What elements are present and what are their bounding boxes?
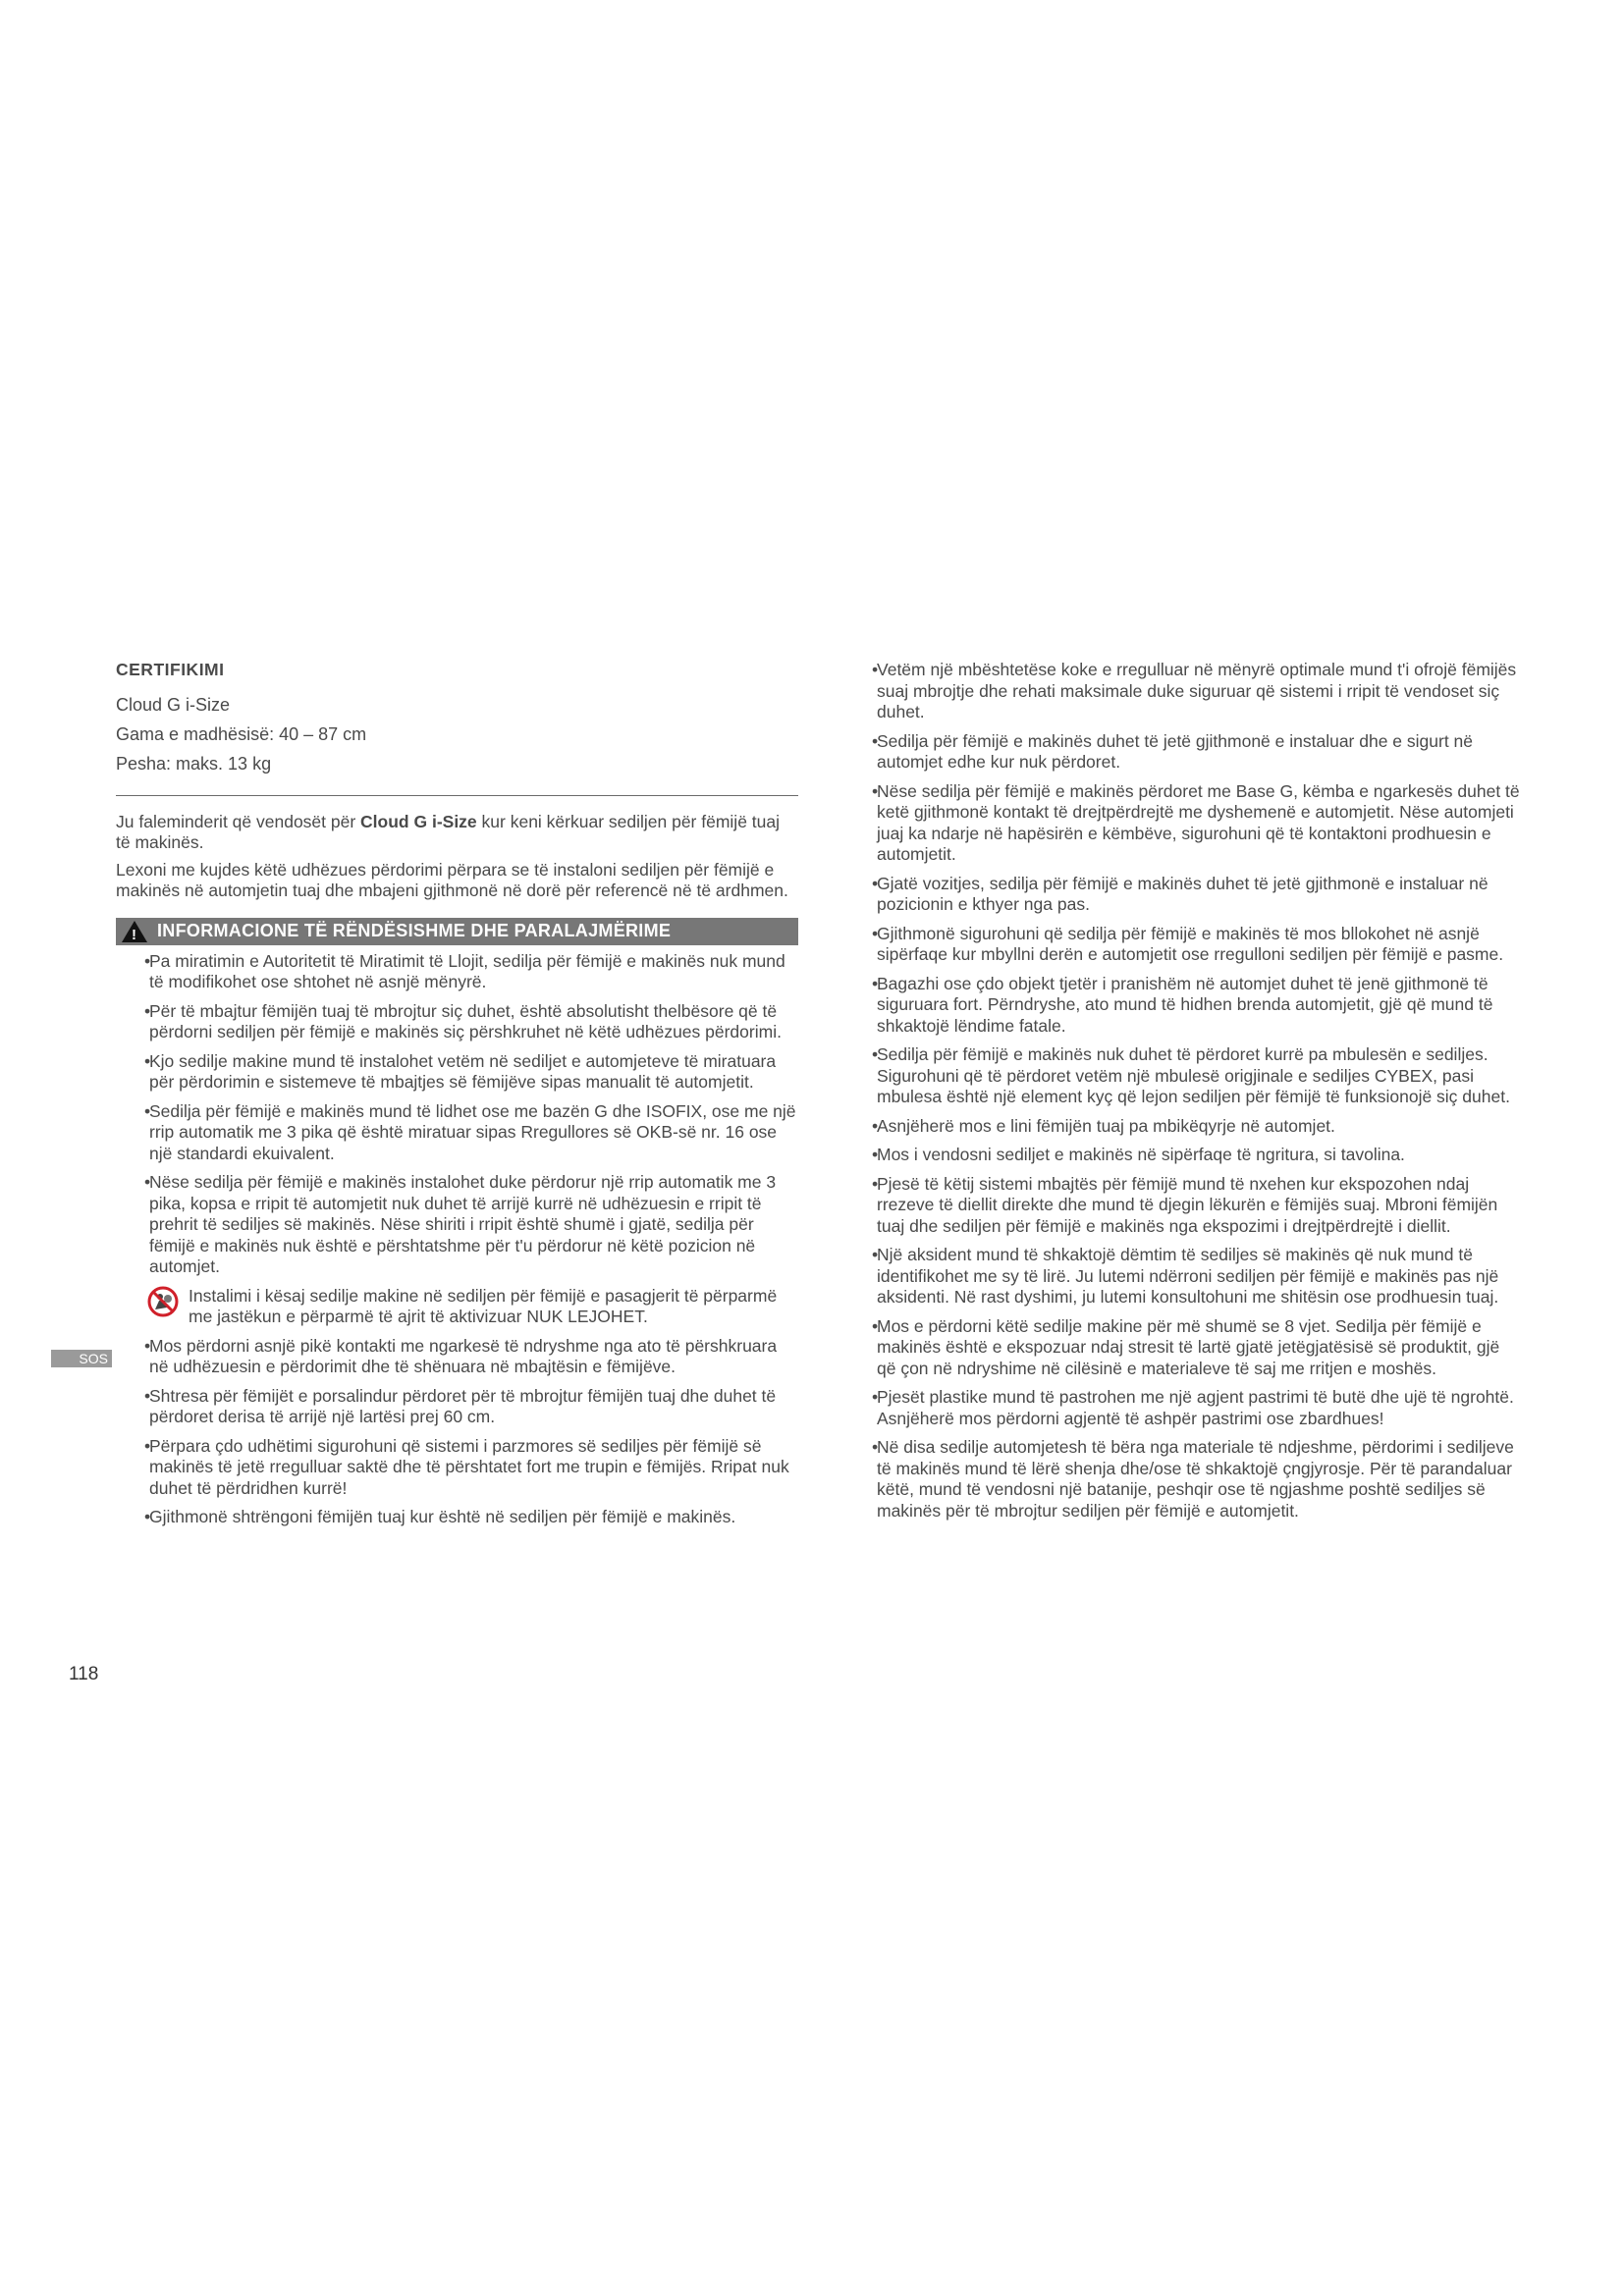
divider bbox=[116, 795, 798, 796]
read-manual-paragraph: Lexoni me kujdes këtë udhëzues përdorimi përpara se të instaloni sediljen për fëmijë e makinës në automjetin tuaj dhe mbajeni gjithmonë në dorë për referencë në të ardhmen. bbox=[116, 859, 788, 900]
warning-triangle-icon: ! bbox=[122, 921, 147, 942]
no-airbag-icon bbox=[147, 1286, 179, 1317]
list-item: • Mos përdorni asnjë pikë kontakti me ngarkesë të ndryshme nga ato të përshkruara në udhëzuesin e përdorimit dhe të shënuara në mbajtësin e fëmijëve. bbox=[149, 1336, 798, 1378]
airbag-warning-text: Instalimi i kësaj sedilje makine në sediljen për fëmijë e pasagjerit të përparmë me jastëkun e përparmë të ajrit të aktivizuar NUK LEJOHET. bbox=[189, 1285, 778, 1326]
warnings-list-a bbox=[116, 951, 798, 1528]
weight-limit: Pesha: maks. 13 kg bbox=[116, 753, 272, 774]
list-item: • Kjo sedilje makine mund të instalohet vetëm në sediljet e automjeteve të miratuara për përdorimin e sistemeve të mbajtjes së fëmijëve sipas manualit të automjetit. bbox=[149, 1051, 798, 1094]
certification-heading: CERTIFIKIMI bbox=[116, 660, 225, 679]
list-item: • Vetëm një mbështetëse koke e rregulluar në mënyrë optimale mund t'i ofrojë fëmijës suaj mbrojtje dhe rehati maksimale duke siguruar që sistemi i rripit të vendoset siç duhet. bbox=[877, 660, 1520, 723]
list-item: • Përpara çdo udhëtimi sigurohuni që sistemi i parzmores së sediljes për fëmijë së makinës të jetë rregulluar saktë dhe të përshtatet fort me trupin e fëmijës. Rripat nuk duhet të përdridhen kurrë! bbox=[149, 1436, 798, 1500]
list-item: • Nëse sedilja për fëmijë e makinës instalohet duke përdorur një rrip automatik me 3 pika, kopsa e rripit të automjetit nuk duhet të arrijë kurrë në udhëzuesin e rripit të prehrit të sediljes së makinës. Nëse shiriti i rripit është shumë i gjatë, sedilja për fëmijë e makinës nuk është e përshtatshme për t'u përdorur në këtë pozicion në automjet. bbox=[149, 1172, 798, 1278]
airbag-warning bbox=[149, 1286, 798, 1328]
list-item: • Në disa sedilje automjetesh të bëra nga materiale të ndjeshme, përdorimi i sediljeve të makinës mund të lërë shenja dhe/ose të shkaktojë çngjyrosje. Për të parandaluar këtë, mund të vendosni një batanije, peshqir ose të ngjashme poshtë sediljes së makinës për të mbrojtur sediljen për fëmijë e automjetit. bbox=[877, 1437, 1520, 1522]
list-item: • Nëse sedilja për fëmijë e makinës përdoret me Base G, këmba e ngarkesës duhet të ketë gjithmonë kontakt të drejtpërdrejtë me dyshemenë e automjetit. Nëse automjeti juaj ka ndarje në hapësirën e këmbëve, sigurohuni që të kontaktoni prodhuesin e automjetit. bbox=[877, 781, 1520, 866]
list-item: • Sedilja për fëmijë e makinës duhet të jetë gjithmonë e instaluar dhe e sigurt në automjet edhe kur nuk përdoret. bbox=[877, 731, 1520, 774]
warning-banner bbox=[116, 918, 798, 945]
list-item: • Pjesë të këtij sistemi mbajtës për fëmijë mund të nxehen kur ekspozohen ndaj rrezeve të diellit direkte dhe mund të djegin lëkurën e fëmijës suaj. Mbroni fëmijën tuaj dhe sediljen për fëmijë e makinës nga ekspozimi i drejtpërdrejtë i diellit. bbox=[877, 1174, 1520, 1238]
list-item: • Bagazhi ose çdo objekt tjetër i pranishëm në automjet duhet të jenë gjithmonë të siguruara fort. Përndryshe, ato mund të hidhen brenda automjetit, gjë që mund të shkaktojë lëndime fatale. bbox=[877, 974, 1520, 1038]
product-name: Cloud G i-Size bbox=[116, 694, 231, 715]
thanks-paragraph: Ju faleminderit që vendosët për Cloud G i-Size kur keni kërkuar sediljen për fëmijë tuaj të makinës. bbox=[116, 811, 781, 852]
list-item: • Një aksident mund të shkaktojë dëmtim të sediljes së makinës që nuk mund të identifikohet me sy të lirë. Ju lutemi ndërroni sediljen për fëmijë e makinës pas një aksidenti. Në rast dyshimi, ju lutemi konsultohuni me shitësin ose prodhuesin tuaj. bbox=[877, 1245, 1520, 1308]
list-item: • Për të mbajtur fëmijën tuaj të mbrojtur siç duhet, është absolutisht thelbësore që të përdorni sediljen për fëmijë e makinës siç përshkruhet në këtë udhëzues përdorimi. bbox=[149, 1001, 798, 1043]
brand-name: Cloud G i-Size bbox=[360, 811, 477, 831]
right-column bbox=[877, 660, 1520, 1529]
warning-title: INFORMACIONE TË RËNDËSISHME DHE PARALAJMËRIME bbox=[157, 920, 672, 940]
list-item: • Gjatë vozitjes, sedilja për fëmijë e makinës duhet të jetë gjithmonë e instaluar në pozicionin e kthyer nga pas. bbox=[877, 874, 1520, 916]
list-item: • Sedilja për fëmijë e makinës mund të lidhet ose me bazën G dhe ISOFIX, ose me një rrip automatik me 3 pika që është miratuar sipas Rregullores së OKB-së nr. 16 ose një standardi ekuivalent. bbox=[149, 1101, 798, 1165]
list-item: • Gjithmonë sigurohuni që sedilja për fëmijë e makinës të mos bllokohet në asnjë sipërfaqe kur mbyllni derën e automjetit ose rregulloni sediljen për fëmijë e pasme. bbox=[877, 924, 1520, 966]
list-item: • Mos e përdorni këtë sedilje makine për më shumë se 8 vjet. Sedilja për fëmijë e makinës është e ekspozuar ndaj stresit të lartë gjatë jetëgjatësisë së produktit, gjë që çon në ndryshime në cilësinë e materialeve të saj me rritjen e moshës. bbox=[877, 1316, 1520, 1380]
left-column bbox=[116, 660, 798, 1536]
sos-side-tab: SOS bbox=[51, 1350, 112, 1367]
list-item: • Sedilja për fëmijë e makinës nuk duhet të përdoret kurrë pa mbulesën e sediljes. Sigurohuni që të përdoret vetëm një mbulesë origjinale e sediljes CYBEX, pasi mbulesa është një element kyç që lejon sediljen për fëmijë të funksionojë siç duhet. bbox=[877, 1044, 1520, 1108]
list-item: • Gjithmonë shtrëngoni fëmijën tuaj kur është në sediljen për fëmijë e makinës. bbox=[149, 1507, 798, 1528]
list-item: • Mos i vendosni sediljet e makinës në sipërfaqe të ngritura, si tavolina. bbox=[877, 1145, 1520, 1166]
list-item: • Pa miratimin e Autoritetit të Miratimit të Llojit, sedilja për fëmijë e makinës nuk mund të modifikohet ose shtohet në asnjë mënyrë. bbox=[149, 951, 798, 993]
size-range: Gama e madhësisë: 40 – 87 cm bbox=[116, 723, 367, 744]
page-number: 118 bbox=[69, 1664, 99, 1684]
list-item: • Pjesët plastike mund të pastrohen me një agjent pastrimi të butë dhe ujë të ngrohtë. Asnjëherë mos përdorni agjentë të ashpër pastrimi ose zbardhues! bbox=[877, 1387, 1520, 1429]
list-item: • Shtresa për fëmijët e porsalindur përdoret për të mbrojtur fëmijën tuaj dhe duhet të përdoret derisa të arrijë një lartësi prej 60 cm. bbox=[149, 1386, 798, 1428]
list-item: • Asnjëherë mos e lini fëmijën tuaj pa mbikëqyrje në automjet. bbox=[877, 1116, 1520, 1138]
